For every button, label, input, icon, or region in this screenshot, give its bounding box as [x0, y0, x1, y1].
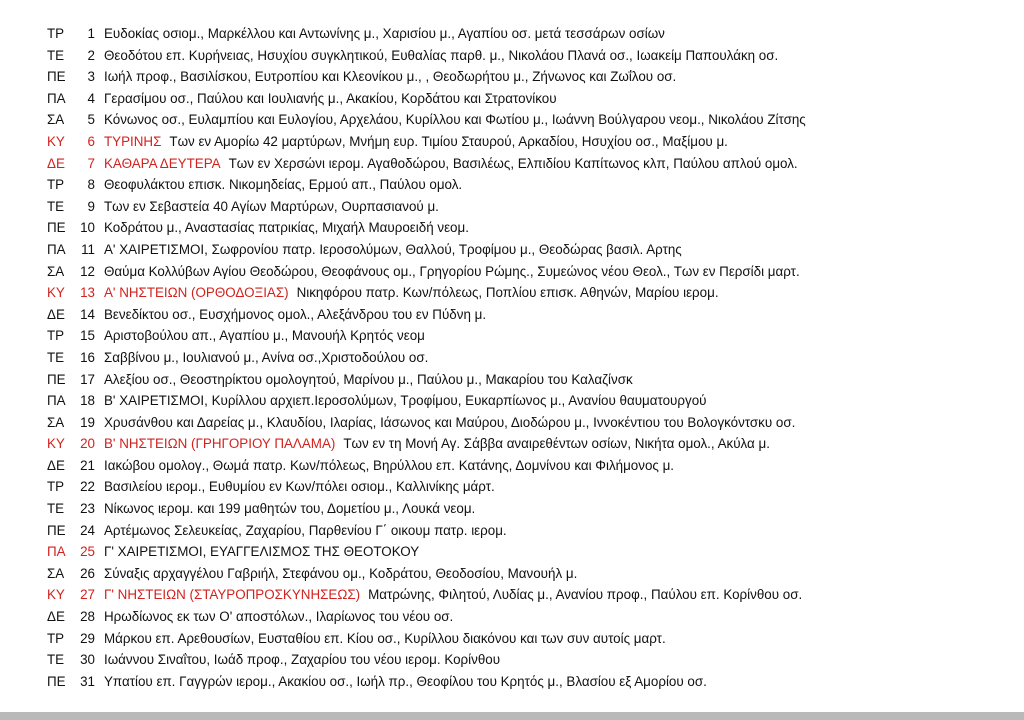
calendar-row — [0, 541, 1024, 563]
day-of-week: ΠΑ — [47, 241, 66, 257]
calendar-row — [0, 88, 1024, 110]
day-of-week: ΠΕ — [47, 522, 66, 538]
calendar-row — [0, 628, 1024, 650]
feast-title: Β' ΝΗΣΤΕΙΩΝ (ΓΡΗΓΟΡΙΟΥ ΠΑΛΑΜΑ) — [104, 436, 336, 452]
row-text — [104, 498, 475, 520]
row-text — [104, 369, 633, 391]
day-number: 19 — [80, 414, 95, 430]
row-text — [104, 109, 806, 131]
day-number: 31 — [80, 673, 95, 689]
day-number: 15 — [80, 328, 95, 344]
day-of-week: ΤΕ — [47, 501, 65, 517]
calendar-row — [0, 66, 1024, 88]
day-number: 16 — [80, 349, 95, 365]
saints-list: Ευδοκίας οσιομ., Μαρκέλλου και Αντωνίνης μ., Χαρισίου μ., Αγαπίου οσ. μετά τεσσάρων οσίων — [104, 26, 665, 41]
day-number: 27 — [80, 587, 95, 603]
saints-list: Των εν Χερσώνι ιερομ. Αγαθοδώρου, Βασιλέως, Ελπιδίου Καπίτωνος κλπ, Παύλου απλού ομολ. — [228, 155, 798, 171]
calendar-row — [0, 412, 1024, 434]
saints-list: Ματρώνης, Φιλητού, Λυδίας μ., Ανανίου προφ., Παύλου επ. Κορίνθου οσ. — [368, 587, 803, 603]
day-number: 12 — [80, 263, 95, 279]
calendar-row — [0, 476, 1024, 498]
day-of-week: ΤΡ — [47, 630, 65, 646]
calendar-row — [0, 671, 1024, 693]
row-text — [104, 88, 557, 110]
calendar-row — [0, 196, 1024, 218]
day-number: 3 — [87, 69, 95, 85]
saints-list: Μάρκου επ. Αρεθουσίων, Ευσταθίου επ. Κίου οσ., Κυρίλλου διακόνου και των συν αυτοίς μαρτ. — [104, 630, 666, 646]
saints-list: Σαββίνου μ., Ιουλιανού μ., Ανίνα οσ.,Χριστοδούλου οσ. — [104, 349, 429, 365]
calendar-row — [0, 217, 1024, 239]
saints-list: Των εν τη Μονή Αγ. Σάββα αναιρεθέντων οσίων, Νικήτα ομολ., Ακύλα μ. — [343, 436, 770, 452]
day-of-week: ΤΡ — [47, 479, 65, 495]
day-number: 7 — [87, 155, 95, 171]
calendar-row — [0, 261, 1024, 283]
saints-list: Αριστοβούλου απ., Αγαπίου μ., Μανουήλ Κρητός νεομ — [104, 328, 425, 344]
day-of-week: ΔΕ — [47, 306, 65, 322]
day-of-week: ΤΕ — [47, 198, 65, 214]
row-text — [104, 390, 706, 412]
row-text — [104, 520, 507, 542]
calendar-row — [0, 520, 1024, 542]
saints-list: Ιακώβου ομολογ., Θωμά πατρ. Κων/πόλεως, Βηρύλλου επ. Κατάνης, Δομνίνου και Φιλήμονος μ. — [104, 457, 675, 473]
saints-list: Α' ΧΑΙΡΕΤΙΣΜΟΙ, Σωφρονίου πατρ. Ιεροσολύμων, Θαλλού, Τροφίμου μ., Θεοδώρας βασιλ. Αρτης — [104, 241, 682, 257]
day-of-week: ΣΑ — [47, 414, 65, 430]
day-number: 8 — [87, 177, 95, 193]
row-text — [104, 606, 453, 628]
day-of-week: ΔΕ — [47, 609, 65, 625]
calendar-row — [0, 584, 1024, 606]
calendar-row — [0, 239, 1024, 261]
day-number: 14 — [80, 306, 95, 322]
day-of-week: ΠΑ — [47, 90, 66, 106]
day-of-week: ΚΥ — [47, 133, 65, 149]
saints-list: Β' ΧΑΙΡΕΤΙΣΜΟΙ, Κυρίλλου αρχιεπ.Ιεροσολύμων, Τροφίμου, Ευκαρπίωνος μ., Ανανίου θαυματουργού — [104, 393, 707, 409]
row-text — [104, 239, 682, 261]
feast-title: ΚΑΘΑΡΑ ΔΕΥΤΕΡΑ — [104, 155, 221, 171]
calendar-row — [0, 498, 1024, 520]
day-of-week: ΤΡ — [47, 328, 65, 344]
day-number: 21 — [80, 457, 95, 473]
day-number: 18 — [80, 393, 95, 409]
calendar-row — [0, 45, 1024, 67]
day-of-week: ΠΕ — [47, 673, 66, 689]
calendar-row — [0, 23, 1024, 45]
feast-title: Α' ΝΗΣΤΕΙΩΝ (ΟΡΘΟΔΟΞΙΑΣ) — [104, 285, 289, 301]
saints-list: Αρτέμωνος Σελευκείας, Ζαχαρίου, Παρθενίου Γ΄ οικουμ πατρ. ιερομ. — [104, 522, 507, 538]
calendar-row — [0, 433, 1024, 455]
day-number: 28 — [80, 609, 95, 625]
day-of-week: ΤΕ — [47, 47, 65, 63]
day-of-week: ΤΕ — [47, 652, 65, 668]
day-of-week: ΠΑ — [47, 544, 66, 560]
row-text — [104, 325, 425, 347]
saints-list: Θεοδότου επ. Κυρήνειας, Ησυχίου συγκλητικού, Ευθαλίας παρθ. μ., Νικολάου Πλανά οσ., Ιωακείμ Παπουλάκη οσ. — [104, 47, 779, 63]
day-of-week: ΤΡ — [47, 177, 65, 193]
row-text — [104, 304, 486, 326]
calendar-row — [0, 153, 1024, 175]
saints-list: Των εν Σεβαστεία 40 Αγίων Μαρτύρων, Ουρπασιανού μ. — [104, 198, 439, 214]
calendar-row — [0, 174, 1024, 196]
day-number: 30 — [80, 652, 95, 668]
saints-list: Κοδράτου μ., Αναστασίας πατρικίας, Μιχαήλ Μαυροειδή νεομ. — [104, 220, 469, 236]
day-number: 17 — [80, 371, 95, 387]
saints-list: Ιωήλ προφ., Βασιλίσκου, Ευτροπίου και Κλεονίκου μ., , Θεοδωρήτου μ., Ζήνωνος και Ζωΐλου οσ. — [104, 69, 677, 85]
calendar-row — [0, 109, 1024, 131]
row-text — [104, 261, 800, 283]
day-number: 2 — [87, 47, 95, 63]
day-number: 23 — [80, 501, 95, 517]
day-number: 1 — [87, 26, 95, 41]
day-of-week: ΤΡ — [47, 26, 65, 41]
saints-list: Βασιλείου ιερομ., Ευθυμίου εν Κων/πόλει οσιομ., Καλλινίκης μάρτ. — [104, 479, 495, 495]
saints-list: Νίκωνος ιερομ. και 199 μαθητών του, Δομετίου μ., Λουκά νεομ. — [104, 501, 476, 517]
calendar-row — [0, 563, 1024, 585]
saints-list: Βενεδίκτου οσ., Ευσχήμονος ομολ., Αλεξάνδρου του εν Πύδνη μ. — [104, 306, 487, 322]
day-number: 26 — [80, 565, 95, 581]
saints-list: Γ' ΧΑΙΡΕΤΙΣΜΟΙ, ΕΥΑΓΓΕΛΙΣΜΟΣ ΤΗΣ ΘΕΟΤΟΚΟΥ — [104, 544, 420, 560]
row-text — [104, 541, 419, 563]
day-of-week: ΠΕ — [47, 220, 66, 236]
day-number: 11 — [81, 241, 95, 257]
saints-list: Νικηφόρου πατρ. Κων/πόλεως, Ποπλίου επισκ. Αθηνών, Μαρίου ιερομ. — [296, 285, 719, 301]
day-number: 25 — [80, 544, 95, 560]
calendar-row — [0, 282, 1024, 304]
row-text — [104, 23, 665, 45]
row-text — [104, 412, 795, 434]
saints-list: Ιωάννου Σιναΐτου, Ιωάδ προφ., Ζαχαρίου του νέου ιερομ. Κορίνθου — [104, 652, 501, 668]
saints-list: Κόνωνος οσ., Ευλαμπίου και Ευλογίου, Αρχελάου, Κυρίλλου και Φωτίου μ., Ιωάννη Βούλγαρου νεομ., Νικολάου Ζίτσης — [104, 112, 806, 128]
saints-list: Αλεξίου οσ., Θεοστηρίκτου ομολογητού, Μαρίνου μ., Παύλου μ., Μακαρίου του Καλαζίνσκ — [104, 371, 633, 387]
calendar-row — [0, 390, 1024, 412]
row-text — [104, 671, 707, 693]
day-number: 20 — [80, 436, 95, 452]
row-text — [104, 217, 469, 239]
row-text — [104, 455, 674, 477]
calendar-row — [0, 131, 1024, 153]
calendar-row — [0, 649, 1024, 671]
day-number: 10 — [80, 220, 95, 236]
calendar-row — [0, 369, 1024, 391]
saints-list: Υπατίου επ. Γαγγρών ιερομ., Ακακίου οσ., Ιωήλ πρ., Θεοφίλου του Κρητός μ., Βλασίου εξ Αμορίου οσ. — [104, 673, 707, 689]
row-text — [104, 282, 719, 304]
saints-list: Θαύμα Κολλύβων Αγίου Θεοδώρου, Θεοφάνους ομ., Γρηγορίου Ρώμης., Συμεώνος νέου Θεολ., Των εν Περσίδι μαρτ. — [104, 263, 800, 279]
day-of-week: ΚΥ — [47, 285, 65, 301]
bottom-border-bar — [0, 712, 1024, 720]
day-of-week: ΣΑ — [47, 263, 65, 279]
day-of-week: ΣΑ — [47, 565, 65, 581]
saints-list: Σύναξις αρχαγγέλου Γαβριήλ, Στεφάνου ομ., Κοδράτου, Θεοδοσίου, Μανουήλ μ. — [104, 565, 578, 581]
row-text — [104, 196, 439, 218]
row-text — [104, 649, 500, 671]
day-number: 6 — [87, 133, 95, 149]
row-text — [104, 476, 495, 498]
calendar-list — [0, 23, 1024, 692]
saints-list: Ηρωδίωνος εκ των Ο' αποστόλων., Ιλαρίωνος του νέου οσ. — [104, 609, 454, 625]
day-of-week: ΔΕ — [47, 457, 65, 473]
row-text — [104, 628, 666, 650]
row-text — [104, 131, 728, 153]
row-text — [104, 433, 770, 455]
row-text — [104, 66, 676, 88]
feast-title: Γ' ΝΗΣΤΕΙΩΝ (ΣΤΑΥΡΟΠΡΟΣΚΥΝΗΣΕΩΣ) — [104, 587, 361, 603]
row-text — [104, 174, 462, 196]
day-number: 4 — [87, 90, 95, 106]
row-text — [104, 347, 428, 369]
calendar-row — [0, 347, 1024, 369]
feast-title: ΤΥΡΙΝΗΣ — [104, 133, 162, 149]
day-number: 22 — [80, 479, 95, 495]
saints-list: Γερασίμου οσ., Παύλου και Ιουλιανής μ., Ακακίου, Κορδάτου και Στρατονίκου — [104, 90, 557, 106]
day-of-week: ΚΥ — [47, 587, 65, 603]
saints-list: Των εν Αμορίω 42 μαρτύρων, Μνήμη ευρ. Τιμίου Σταυρού, Αρκαδίου, Ησυχίου οσ., Μαξίμου μ. — [169, 133, 728, 149]
day-of-week: ΣΑ — [47, 112, 65, 128]
calendar-row — [0, 455, 1024, 477]
day-of-week: ΠΕ — [47, 69, 66, 85]
day-of-week: ΠΑ — [47, 393, 66, 409]
saints-list: Θεοφυλάκτου επισκ. Νικομηδείας, Ερμού απ., Παύλου ομολ. — [104, 177, 463, 193]
row-text — [104, 153, 798, 175]
row-text — [104, 45, 778, 67]
day-of-week: ΠΕ — [47, 371, 66, 387]
day-of-week: ΔΕ — [47, 155, 65, 171]
day-number: 29 — [80, 630, 95, 646]
row-text — [104, 584, 802, 606]
calendar-row — [0, 606, 1024, 628]
day-number: 24 — [80, 522, 95, 538]
calendar-row — [0, 304, 1024, 326]
saints-list: Χρυσάνθου και Δαρείας μ., Κλαυδίου, Ιλαρίας, Ιάσωνος και Μαύρου, Διοδώρου μ., Ιννοκέντιου του Βολογκόντσκυ οσ. — [104, 414, 796, 430]
row-text — [104, 563, 577, 585]
day-number: 5 — [87, 112, 95, 128]
day-number: 9 — [87, 198, 95, 214]
day-of-week: ΤΕ — [47, 349, 65, 365]
day-of-week: ΚΥ — [47, 436, 65, 452]
day-number: 13 — [80, 285, 95, 301]
calendar-row — [0, 325, 1024, 347]
